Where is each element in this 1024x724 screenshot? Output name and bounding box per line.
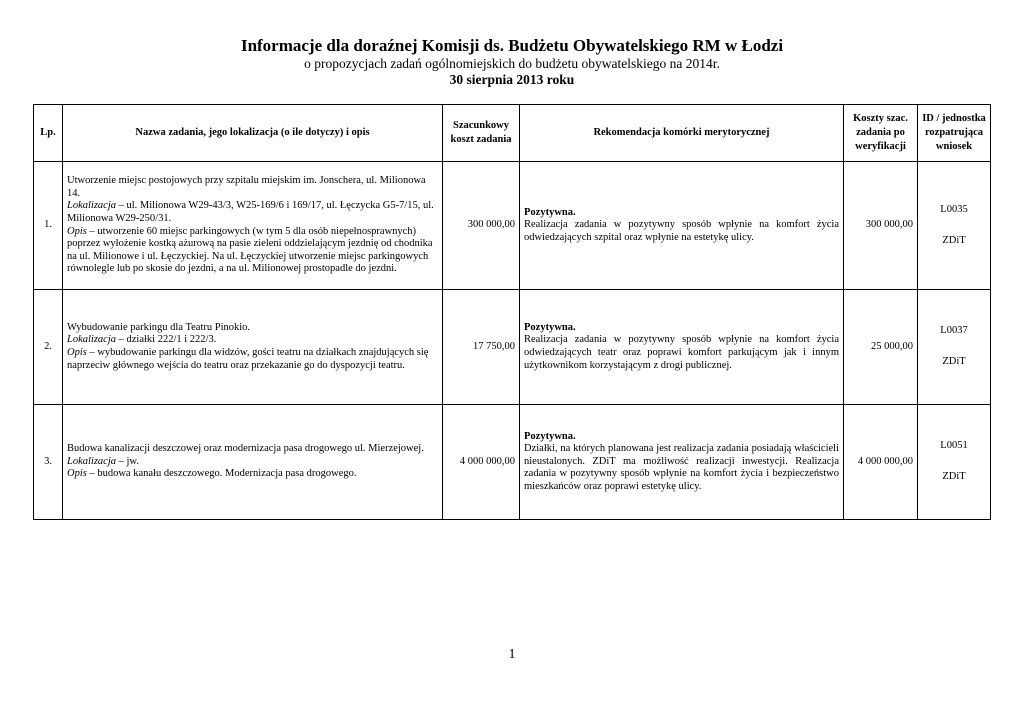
description-label: Opis	[67, 468, 87, 480]
task-location	[67, 334, 438, 347]
description-text: – wybudowanie parkingu dla widzów, gości teatru na działkach znajdujących się naprzeciw głównego wejścia do teatru oraz przekazanie go do dyspozycji teatru.	[67, 347, 429, 371]
task-name: Budowa kanalizacji deszczowej oraz modernizacja pasa drogowego ul. Mierzejowej.	[67, 443, 424, 455]
task-location	[67, 200, 438, 225]
task-description	[67, 226, 438, 276]
tasks-table	[33, 104, 991, 520]
description-label: Opis	[67, 225, 87, 237]
location-text: – działki 222/1 i 222/3.	[116, 334, 217, 346]
column-header-lp: Lp.	[34, 105, 63, 162]
row-cost: 4 000 000,00	[443, 405, 520, 520]
row-recommendation	[520, 290, 844, 405]
document-header	[0, 36, 1024, 88]
task-id: L0051	[940, 440, 968, 452]
page-number: 1	[508, 647, 516, 662]
table-row	[34, 405, 991, 520]
row-recommendation	[520, 405, 844, 520]
task-description	[67, 468, 438, 481]
recommendation-text: Realizacja zadania w pozytywny sposób wpłynie na komfort życia odwiedzających teatr oraz poprawi komfort parkującym jak i innym użytkownikom korzystającym z drogi publicznej.	[524, 334, 839, 371]
row-description	[63, 405, 443, 520]
table-row	[34, 290, 991, 405]
column-header-id: ID / jednostka rozpatrująca wniosek	[918, 105, 991, 162]
row-description	[63, 290, 443, 405]
location-label: Lokalizacja	[67, 334, 116, 346]
location-label: Lokalizacja	[67, 200, 116, 212]
location-label: Lokalizacja	[67, 455, 116, 467]
recommendation-text: Realizacja zadania w pozytywny sposób wpłynie na komfort życia odwiedzających szpital oraz wpłynie na estetykę ulicy.	[524, 219, 839, 243]
recommendation-text: Działki, na których planowana jest realizacja zadania posiadają właścicieli nieustalonych. ZDiT ma możliwość realizacji inwestycji. Realizacja zadania w pozytywny sposób wpłynie na komfort życia i bezpieczeństwo mieszkańców oraz poprawi estetykę ulicy.	[524, 443, 839, 492]
row-id	[918, 290, 991, 405]
column-header-cost-after: Koszty szac. zadania po weryfikacji	[844, 105, 918, 162]
row-lp: 1.	[34, 162, 63, 290]
location-text: – ul. Milionowa W29-43/3, W25-169/6 i 169/17, ul. Łęczycka G5-7/15, ul. Milionowa W29-250/31.	[67, 200, 434, 224]
row-id	[918, 162, 991, 290]
task-id: L0037	[940, 325, 968, 337]
document-title: Informacje dla doraźnej Komisji ds. Budżetu Obywatelskiego RM w Łodzi	[240, 36, 784, 55]
recommendation-title: Pozytywna.	[524, 430, 576, 442]
row-id	[918, 405, 991, 520]
task-unit: ZDiT	[942, 356, 966, 367]
task-location	[67, 456, 438, 469]
description-label: Opis	[67, 347, 87, 358]
column-header-name: Nazwa zadania, jego lokalizacja (o ile dotyczy) i opis	[63, 105, 443, 162]
row-recommendation	[520, 162, 844, 290]
task-unit: ZDiT	[942, 471, 966, 482]
row-cost: 300 000,00	[443, 162, 520, 290]
row-cost: 17 750,00	[443, 290, 520, 405]
column-header-recommendation: Rekomendacja komórki merytorycznej	[520, 105, 844, 162]
row-lp: 2.	[34, 290, 63, 405]
row-cost-after: 25 000,00	[844, 290, 918, 405]
row-cost-after: 300 000,00	[844, 162, 918, 290]
document-date: 30 sierpnia 2013 roku	[449, 72, 575, 87]
recommendation-title: Pozytywna.	[524, 206, 576, 218]
row-cost-after: 4 000 000,00	[844, 405, 918, 520]
document-subtitle: o propozycjach zadań ogólnomiejskich do budżetu obywatelskiego na 2014r.	[304, 56, 720, 71]
recommendation-title: Pozytywna.	[524, 321, 576, 333]
task-id: L0035	[940, 203, 968, 215]
column-header-cost: Szacunkowy koszt zadania	[443, 105, 520, 162]
task-name: Utworzenie miejsc postojowych przy szpitalu miejskim im. Jonschera, ul. Milionowa 14.	[67, 175, 426, 199]
task-description	[67, 347, 438, 372]
table-header-row	[34, 105, 991, 162]
task-unit: ZDiT	[942, 234, 966, 246]
row-description	[63, 162, 443, 290]
description-text: – utworzenie 60 miejsc parkingowych (w tym 5 dla osób niepełnosprawnych) poprzez wyłożenie kostką ażurową na pasie zieleni oddzielającym jezdnię od chodnika na ul. Milionowe i ul. Łęczyckiej. Na ul. Łęczyckiej utworzenie miejsc parkingowych równolegle lub po skosie do jezdni, a na ul. Milionowej prostopadle do jezdni.	[67, 225, 433, 275]
row-lp: 3.	[34, 405, 63, 520]
description-text: – budowa kanału deszczowego. Modernizacja pasa drogowego.	[86, 468, 357, 480]
table-row	[34, 162, 991, 290]
location-text: – jw.	[116, 455, 139, 467]
task-name: Wybudowanie parkingu dla Teatru Pinokio.	[67, 321, 251, 333]
